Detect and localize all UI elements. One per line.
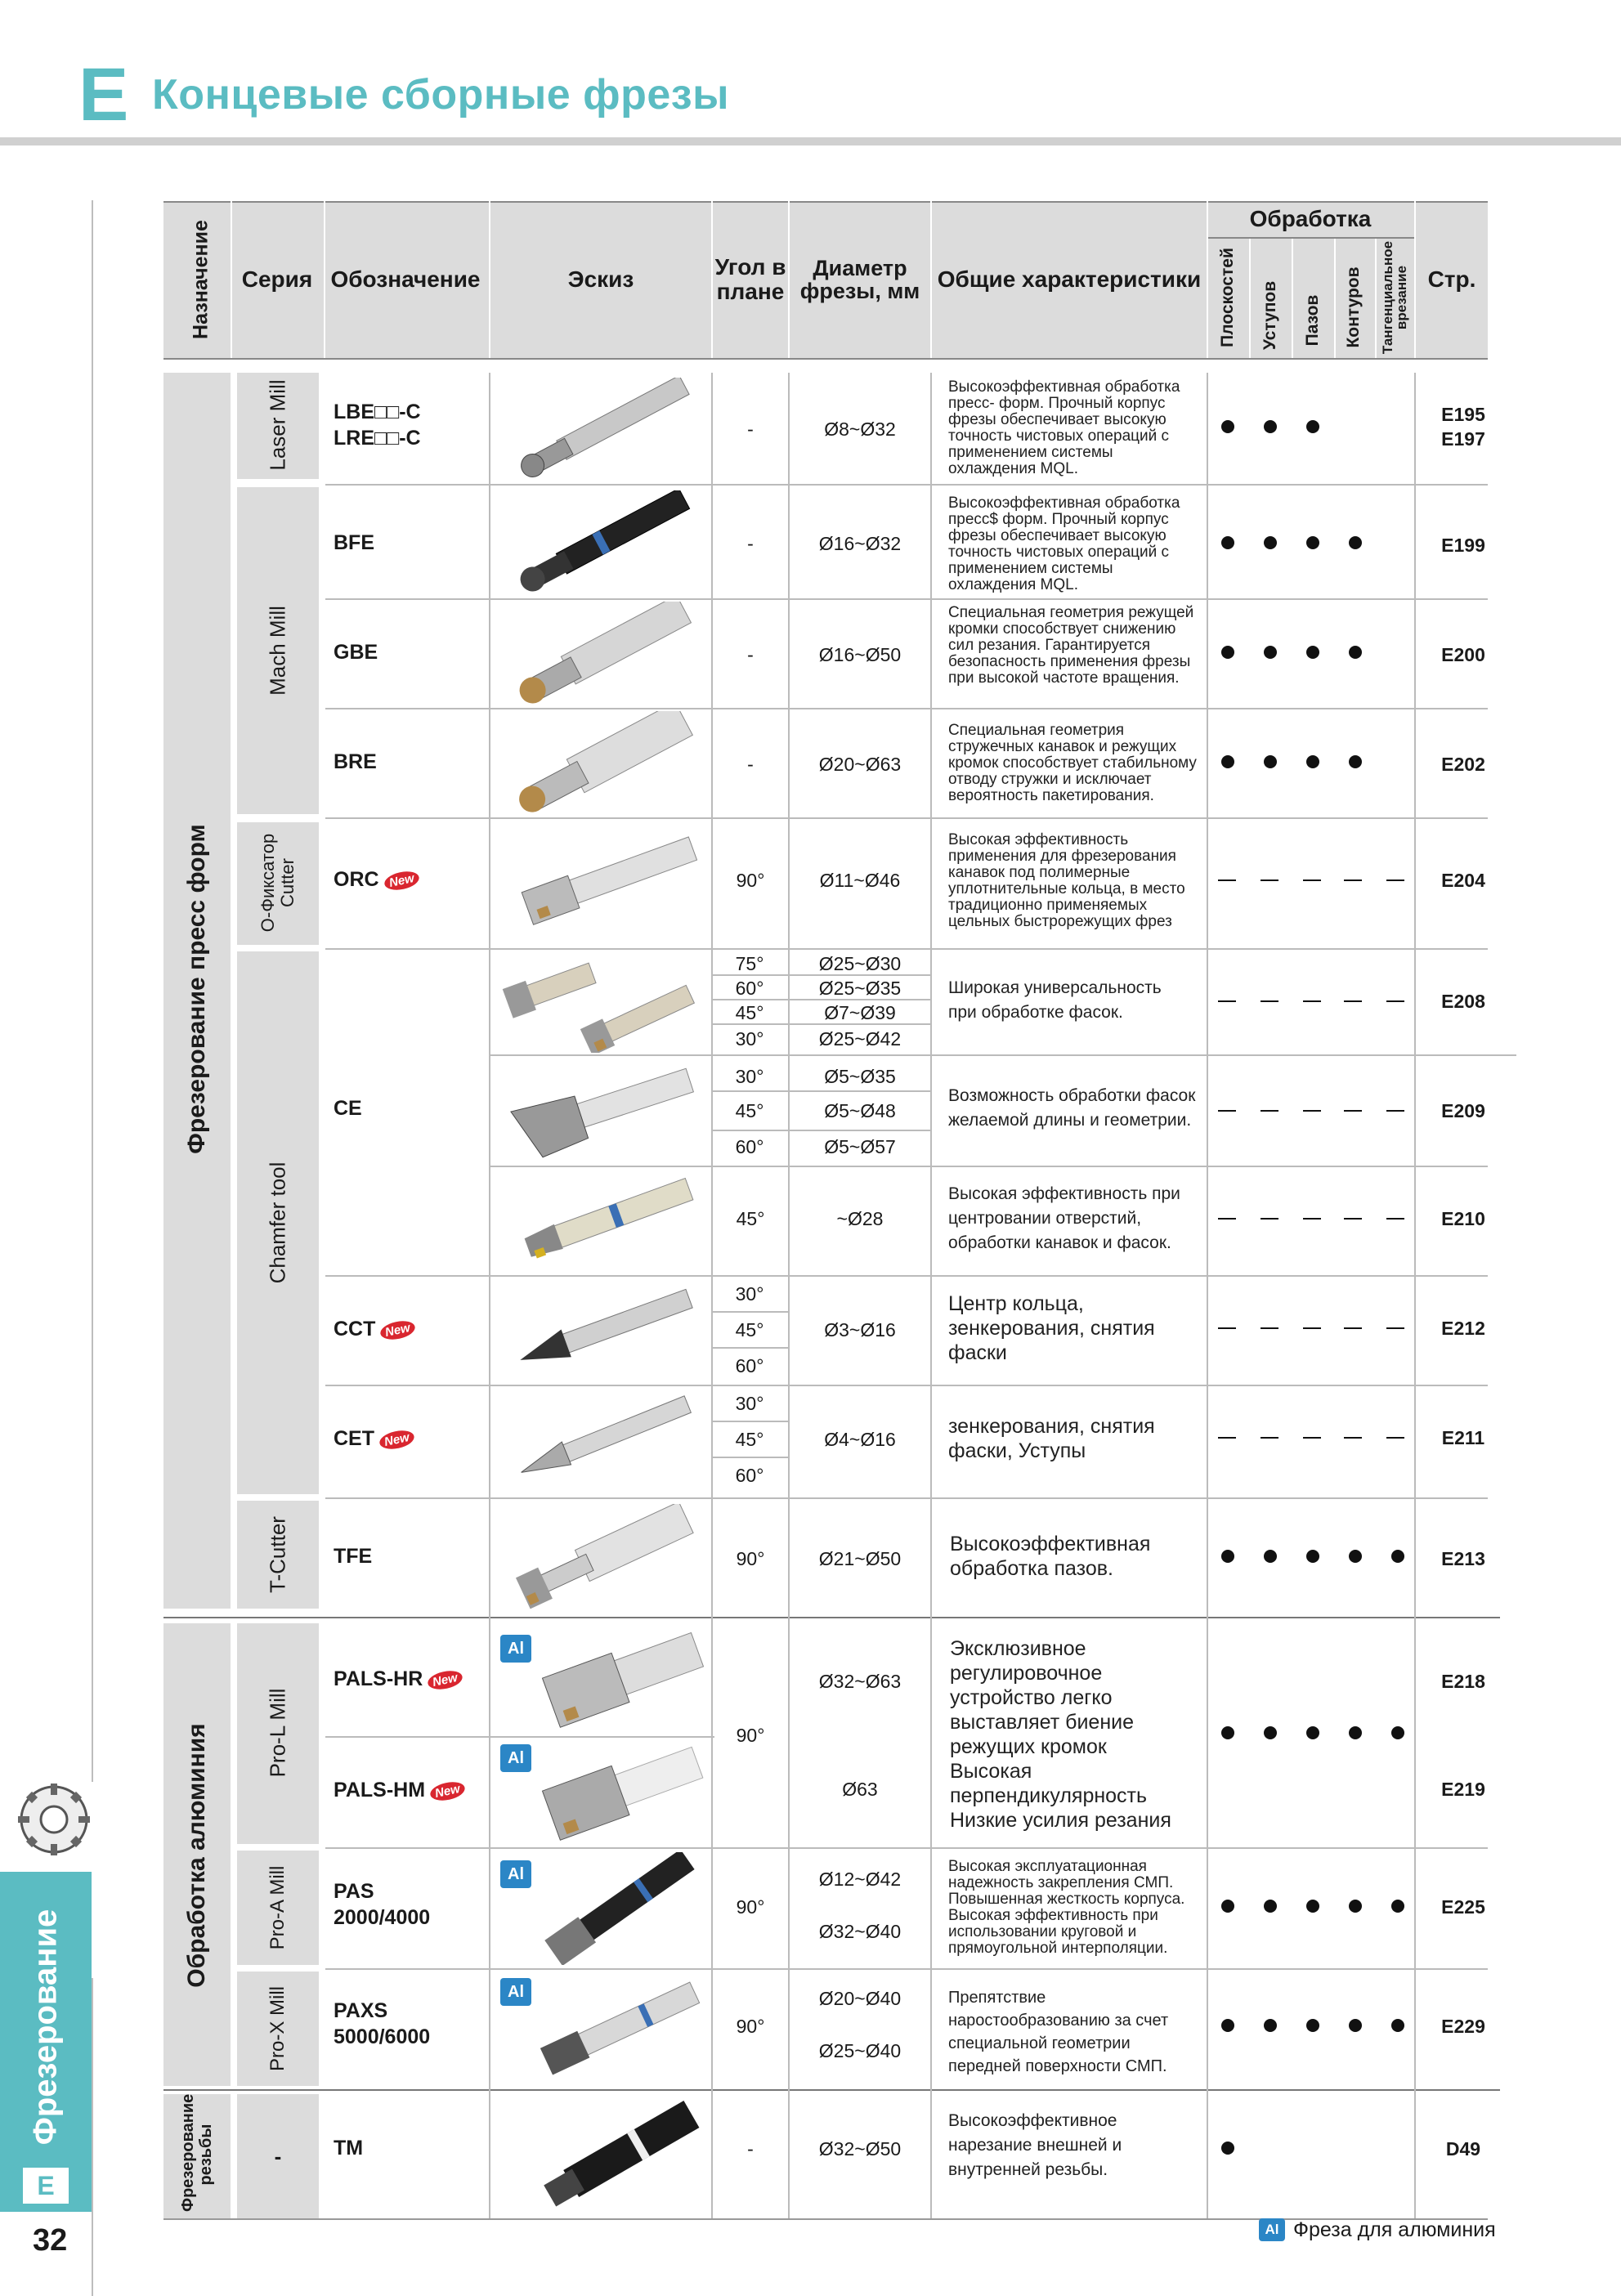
new-badge: New [378, 1428, 415, 1452]
group-aluminum: Обработка алюминия [183, 1723, 210, 1988]
desc-cct: Центр кольца, зенкерования, снятия фаски [948, 1292, 1155, 1364]
series-laser: Laser Mill [265, 379, 290, 471]
col-sketch: Эскиз [567, 266, 634, 292]
col-proc-slot: Пазов [1303, 294, 1322, 347]
page-pals-hm[interactable]: E219 [1441, 1779, 1485, 1800]
dia-pas-1: Ø12~Ø42 [818, 1869, 902, 1890]
cet-angle-1: 30° [735, 1393, 764, 1414]
dia-paxs-2: Ø25~Ø40 [818, 2040, 902, 2061]
page-cct[interactable]: E212 [1441, 1318, 1485, 1339]
desc-orc: Высокая эффективность применения для фрезерования канавок под полимерные уплотнительные кольца, в место традиционно применяемых цельных быстрорежущих фрез [948, 831, 1185, 930]
page-bfe[interactable]: E199 [1441, 535, 1485, 556]
ce2-angle-2: 45° [735, 1100, 764, 1121]
new-badge: New [383, 869, 420, 893]
desc-gbe: Специальная геометрия режущей кромки способствует снижению сил резания. Гарантируется безопасность применения фрезы при высокой частоте вращения. [948, 604, 1194, 687]
paxs-sketch [523, 1973, 711, 2086]
desc-ce2: Возможность обработки фасок желаемой длины и геометрии. [948, 1086, 1196, 1130]
pals-hr-sketch [523, 1628, 711, 1733]
page-title: Концевые сборные фрезы [152, 71, 730, 119]
section-tab[interactable]: Фрезерование [0, 1872, 92, 2182]
pas-sketch [523, 1852, 711, 1965]
code-cct: CCT New [334, 1318, 415, 1341]
aluminum-legend-label: Фреза для алюминия [1293, 2218, 1496, 2241]
code-gbe: GBE [334, 641, 378, 664]
angle-bre: - [747, 754, 754, 775]
new-badge: New [427, 1668, 464, 1692]
aluminum-badge: Al [500, 1860, 531, 1888]
tfe-sketch [499, 1504, 703, 1610]
col-features: Общие характеристики [937, 266, 1202, 292]
series-orc: O-Фиксатор Cutter [257, 833, 298, 933]
page-paxs[interactable]: E229 [1441, 2016, 1485, 2037]
desc-cet: зенкерования, снятия фаски, Уступы [948, 1415, 1155, 1462]
col-purpose: Назначение [189, 220, 213, 339]
angle-ce3: 45° [736, 1208, 765, 1229]
page-bre[interactable]: E202 [1441, 754, 1485, 775]
ce2-angle-1: 30° [735, 1066, 764, 1087]
page-pals-hr[interactable]: E218 [1441, 1671, 1485, 1692]
ce2-dia-1: Ø5~Ø35 [824, 1066, 896, 1087]
code-pas: PAS [334, 1880, 374, 1903]
ce3-sketch [499, 1170, 703, 1272]
cct-sketch [499, 1280, 703, 1381]
col-processing: Обработка [1249, 206, 1372, 231]
angle-gbe: - [747, 644, 754, 665]
code-paxs: PAXS [334, 1999, 388, 2022]
page-lbe-1[interactable]: E195 [1441, 404, 1485, 425]
dia-paxs-1: Ø20~Ø40 [818, 1988, 902, 2009]
desc-pals: Эксклюзивное регулировочное устройство легко выставляет биение режущих кромок Высокая перпендикулярность Низкие усилия резания [950, 1637, 1171, 1832]
angle-tm: - [747, 2138, 754, 2159]
col-designation: Обозначение [330, 266, 481, 292]
angle-tfe: 90° [736, 1548, 765, 1569]
angle-orc: 90° [736, 870, 765, 891]
new-badge: New [379, 1318, 417, 1342]
page-ce1[interactable]: E208 [1441, 991, 1485, 1012]
ce1-dia-1: Ø25~Ø30 [818, 953, 902, 974]
series-proa: Pro-A Mill [266, 1865, 289, 1950]
code-tfe: TFE [334, 1545, 373, 1568]
dia-pals-hr: Ø32~Ø63 [818, 1671, 902, 1692]
dia-ce3: ~Ø28 [836, 1208, 884, 1229]
dia-pals-hm: Ø63 [842, 1779, 878, 1800]
code-lbe: LBE□□-C [334, 401, 421, 423]
ce1-angle-4: 30° [735, 1028, 764, 1050]
rail-line [92, 200, 93, 1782]
desc-paxs: Препятствие наростообразованию за счет специальной геометрии передней поверхности СМП. [948, 1989, 1169, 2075]
ce2-dia-3: Ø5~Ø57 [824, 1136, 896, 1157]
ce2-dia-2: Ø5~Ø48 [824, 1100, 896, 1121]
bfe-sketch [499, 490, 703, 593]
desc-bre: Специальная геометрия стружечных канавок и режущих кромок способствует стабильному отводу стружки и исключает вероятность пакетирования. [948, 722, 1197, 804]
code-orc: ORC New [334, 868, 419, 892]
angle-pas: 90° [736, 1896, 765, 1918]
desc-ce1: Широкая универсальность при обработке фасок. [948, 978, 1162, 1022]
code-bfe: BFE [334, 531, 374, 554]
aluminum-badge: Al [500, 1744, 531, 1772]
dia-bre: Ø20~Ø63 [818, 754, 902, 775]
cct-angle-3: 60° [735, 1355, 764, 1376]
code-pas-series: 2000/4000 [334, 1906, 431, 1929]
dia-lbe: Ø8~Ø32 [824, 418, 896, 440]
page-pas[interactable]: E225 [1441, 1896, 1485, 1918]
cet-angle-2: 45° [735, 1429, 764, 1450]
code-pals-hm: PALS-HM New [334, 1779, 465, 1802]
dia-orc: Ø11~Ø46 [819, 870, 901, 891]
ce1-dia-4: Ø25~Ø42 [818, 1028, 902, 1050]
desc-lbe: Высокоэффективная обработка пресс- форм. Прочный корпус фрезы обеспечивает высокую точность чистовых операций с применением системы охлаждения MQL. [948, 378, 1180, 477]
milling-cutter-icon [16, 1782, 92, 1857]
tm-sketch [523, 2097, 711, 2217]
ce1-angle-2: 60° [735, 978, 764, 999]
dia-gbe: Ø16~Ø50 [818, 644, 902, 665]
desc-bfe: Высокоэффективная обработка пресс$ форм. Прочный корпус фрезы обеспечивает высокую точность чистовых операций с применением системы охлаждения MQL. [948, 495, 1180, 593]
lbe-sketch [499, 378, 703, 479]
desc-pas: Высокая эксплуатационная надежность закрепления СМП. Повышенная жесткость корпуса. Высокая эффективность при использовании круговой и прямоугольной интерполяции. [948, 1858, 1185, 1957]
ce2-sketch [499, 1059, 703, 1162]
col-page: Стр. [1427, 266, 1476, 292]
col-angle: Угол в плане [714, 254, 786, 304]
series-mach: Mach Mill [265, 606, 290, 696]
col-proc-step: Уступов [1261, 280, 1279, 351]
series-tcutter: T-Cutter [265, 1516, 290, 1593]
gbe-sketch [499, 602, 703, 705]
angle-pals: 90° [736, 1725, 765, 1746]
page-ce3[interactable]: E210 [1441, 1208, 1485, 1229]
aluminum-legend-badge: Al [1259, 2218, 1285, 2241]
col-proc-flat: Плоскостей [1218, 248, 1237, 347]
cct-angle-2: 45° [735, 1319, 764, 1340]
aluminum-badge: Al [500, 1978, 531, 2006]
aluminum-badge: Al [500, 1635, 531, 1663]
page-gbe[interactable]: E200 [1441, 644, 1485, 665]
section-letter-box: E [23, 2168, 69, 2204]
group-mold: Фрезерование пресс форм [183, 824, 210, 1154]
col-proc-contour: Контуров [1344, 266, 1363, 348]
desc-tm: Высокоэффективное нарезание внешней и внутренней резьбы. [948, 2111, 1122, 2179]
cet-angle-3: 60° [735, 1465, 764, 1486]
col-series: Серия [241, 266, 313, 292]
dia-cet: Ø4~Ø16 [824, 1429, 896, 1450]
ce1-angle-3: 45° [735, 1002, 764, 1023]
series-thread: - [274, 2143, 282, 2168]
page-tfe[interactable]: E213 [1441, 1548, 1485, 1569]
bre-sketch [499, 711, 703, 814]
code-pals-hr: PALS-HR New [334, 1667, 463, 1691]
page-number: 32 [33, 2223, 68, 2258]
group-thread: Фрезерование резьбы [179, 2093, 215, 2212]
series-prol: Pro-L Mill [265, 1688, 290, 1778]
code-tm: TM [334, 2137, 364, 2159]
code-lre: LRE□□-C [334, 427, 421, 450]
orc-sketch [499, 821, 703, 945]
rail-line [92, 1978, 93, 2296]
header-rule [0, 137, 1621, 145]
desc-tfe: Высокоэффективная обработка пазов. [950, 1533, 1151, 1580]
code-paxs-series: 5000/6000 [334, 2025, 431, 2048]
code-cet: CET New [334, 1427, 414, 1451]
ce1-sketch [499, 951, 703, 1053]
page-cet[interactable]: E211 [1441, 1427, 1485, 1448]
page-orc[interactable]: E204 [1441, 870, 1485, 891]
angle-lbe: - [747, 418, 754, 440]
code-ce: CE [334, 1097, 362, 1120]
series-prox: Pro-X Mill [266, 1985, 289, 2072]
ce1-dia-3: Ø7~Ø39 [824, 1002, 896, 1023]
dia-tfe: Ø21~Ø50 [818, 1548, 902, 1569]
cct-angle-1: 30° [735, 1283, 764, 1305]
cet-sketch [499, 1390, 703, 1491]
dia-bfe: Ø16~Ø32 [818, 533, 902, 554]
dia-cct: Ø3~Ø16 [824, 1319, 896, 1340]
dia-tm: Ø32~Ø50 [818, 2138, 902, 2159]
page-lbe-2[interactable]: E197 [1441, 428, 1485, 450]
angle-paxs: 90° [736, 2016, 765, 2037]
desc-ce3: Высокая эффективность при центровании отверстий, обработки канавок и фасок. [948, 1184, 1180, 1252]
dia-pas-2: Ø32~Ø40 [818, 1921, 902, 1942]
ce1-dia-2: Ø25~Ø35 [818, 978, 902, 999]
code-bre: BRE [334, 750, 377, 773]
pals-hm-sketch [523, 1741, 711, 1846]
section-letter: E [78, 53, 129, 137]
page-tm[interactable]: D49 [1445, 2138, 1481, 2159]
new-badge: New [428, 1779, 466, 1803]
ce2-angle-3: 60° [735, 1136, 764, 1157]
col-diameter: Диаметр фрезы, мм [799, 256, 920, 303]
ce1-angle-1: 75° [735, 953, 764, 974]
page-ce2[interactable]: E209 [1441, 1100, 1485, 1121]
angle-bfe: - [747, 533, 754, 554]
series-chamfer: Chamfer tool [265, 1161, 290, 1284]
col-proc-tangent: Тангенциальное врезание [1380, 240, 1409, 355]
